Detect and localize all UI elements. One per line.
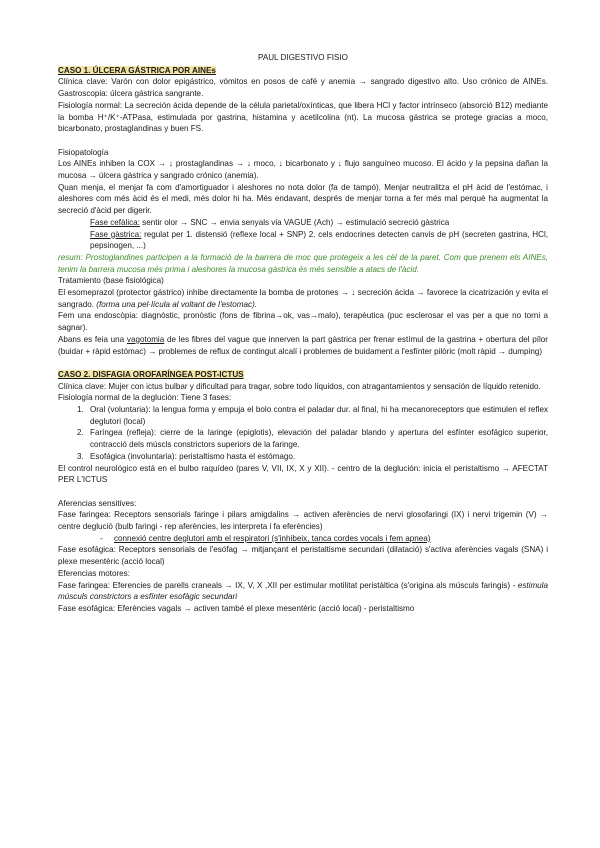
conexio-text: connexió centre deglutori amb el respiratori (s'inhibeix, tanca cordes vocals i fem apnea) — [114, 533, 431, 543]
case1-tratamiento-heading: Tratamiento (base fisiológica) — [58, 276, 164, 286]
tratamiento-1-text: El esomeprazol (protector gástrico) inhibe directamente la bomba de protones → ↓ secreción ácida → favorece la cicatrización y evita el sangrado. — [58, 288, 548, 309]
case1-fisiopatologia-heading: Fisiopatología — [58, 147, 109, 157]
case1-title: CASO 1. ÚLCERA GÁSTRICA POR AINEs — [58, 65, 216, 75]
case1-tratamiento-3 — [58, 334, 548, 357]
eferencias-faringea-note: - estimula músculs constrictors a esfínter esofàgic secundari — [58, 580, 548, 602]
case1-fase-gastrica — [58, 229, 548, 252]
fase-gastrica-text: regulat per 1. distensió (reflexe local + SNP) 2. cels endocrines detecten canvis de pH (secreten gastrina, HCl, pepsinogen, ...) — [90, 229, 548, 251]
dash-bullet: - — [100, 533, 103, 543]
case2-eferencias-faringea — [58, 580, 548, 603]
eferencias-faringea-text: Fase faringea: Eferencies de parells craneals → IX, V, X ,XII per estimular motilitat peristàltica (s'origina als músculs faringis) — [58, 580, 511, 590]
list-item: 1. Oral (voluntaria): la lengua forma y empuja el bolo contra el paladar dur. al final, hi ha mecanoreceptors que estimulen el reflex deglutori (local) — [86, 404, 548, 427]
fase-cefalica-label: Fase cefàlica: — [90, 217, 140, 227]
case2-fases-list — [58, 404, 548, 463]
tratamiento-3-pre: Abans es feia una — [58, 334, 127, 344]
case1-tratamiento-1 — [58, 287, 548, 310]
case2-clinica: Clínica clave: Mujer con ictus bulbar y dificultad para tragar, sobre todo líquidos, con atragantamientos y sensación de líquido retenido. — [58, 381, 541, 391]
fase-cefalica-text: sentir olor → SNC → envia senyals via VAGUE (Ach) → estimulació secreció gàstrica — [139, 217, 450, 227]
list-item: 2. Faríngea (refleja): cierre de la laringe (epiglotis), elevación del paladar blando y apertura del esfínter esofágico superior, contracció dels múscls constrictors superiors de la faringe. — [86, 427, 548, 450]
list-item: 3. Esofágica (involuntaria): peristaltismo hasta el estómago. — [86, 451, 548, 463]
case1-tratamiento-2: Fem una endoscòpia: diagnòstic, pronòstic (fons de fibrina→ok, vas→malo), terapèutica (puc esclerosar el vas per a que no torni a sagnar). — [58, 311, 548, 333]
case2-aferencias-esofagica: Fase esofágica: Receptors sensorials de l'esófag → mitjançant el peristaltisme secundari (dilatació) s'activa aferències vagals (SNA) i plexe mesentèric (acció local) — [58, 545, 548, 567]
document-title: PAUL DIGESTIVO FISIO — [258, 53, 348, 62]
tratamiento-1-note: (forma una pel·lícula al voltant de l'estomac). — [94, 299, 258, 309]
case2-fisiologia-heading: Fisiología normal de la deglución: Tiene 3 fases: — [58, 393, 232, 403]
case2-title: CASO 2. DISFAGIA OROFARÍNGEA POST-ICTUS — [58, 369, 244, 379]
case1-resum: resum: Prostoglandines participen a la formació de la barrera de moc que protegeix a les cèl de la paret. Com que prenem els AINEs, tenim la barrera mucosa més prima i aleshores la mucosa gàstrica és més sensible a atacs de l'àcid. — [58, 252, 548, 274]
case2-aferencias-heading: Aferencias sensitives: — [58, 498, 137, 508]
case2-control: El control neurológico está en el bulbo raquídeo (pares V, VII, IX, X y XII). - centro de la deglución: inicia el peristaltismo → AFECTAT PER L'ICTUS — [58, 463, 548, 485]
case1-fisiologia: Fisiología normal: La secreción ácida depende de la célula parietal/oxínticas, que libera HCl y factor intrínseco (absorció B12) mediante la bomba H⁺/K⁺-ATPasa, estimulada por gastrina, histamina y acetilcolina (nt). La mucosa gástrica se protege gracias a moco, bicarbonato, prostaglandinas y buen FS. — [58, 100, 548, 134]
document-page — [58, 52, 548, 615]
case2-eferencias-heading: Eferencias motores: — [58, 568, 130, 578]
tratamiento-3-post: de les fibres del vague que innerven la part gàstrica per frenar estímul de la gastrina + obertura del pílor (buidar + ràpid estómac) → problemes de reflux de contingut alcalí i problemes de buidament a l'esfínter pilòric (molt ràpid → dumping) — [58, 334, 548, 356]
case1-fisiopatologia-2: Quan menja, el menjar fa com d'amortiguador i aleshores no nota dolor (fa de tampó). Menjar neutralitza el pH àcid de l'estómac, i aleshores com més àcid és el medi, més dolor hi ha. Més endavant, després de menjar torna a fer més mal perquè ha augmentat la secreció d'àcid per digerir. — [58, 182, 548, 216]
tratamiento-3-vagotomia: vagotomia — [126, 334, 165, 344]
case2-aferencias-conexio — [58, 533, 548, 545]
case2-eferencias-esofagica: Fase esofágica: Eferències vagals → activen també el plexe mesentèric (acció local) - peristaltismo — [58, 604, 415, 613]
case2-aferencias-faringea: Fase faringea: Receptors sensorials faringe i pilars amigdalins → activen aferències de nervi glosofaringi (IX) i nervi trigemin (V) → centre deglució (bulb faringi - rep aferències, les interpreta i fa eferències) — [58, 510, 548, 532]
case1-fisiopatologia-1: Los AINEs inhiben la COX → ↓ prostaglandinas → ↓ moco, ↓ bicarbonato y ↓ flujo sanguíneo mucoso. El ácido y la pepsina dañan la mucosa → úlcera gástrica y sangrado crónico (anemia). — [58, 159, 548, 181]
case1-clinica: Clínica clave: Varón con dolor epigástrico, vómitos en posos de café y anemia → sangrado digestivo alto. Uso crónico de AINEs. Gastroscopia: úlcera gástrica sangrante. — [58, 77, 548, 99]
case1-fase-cefalica — [58, 217, 548, 229]
fase-gastrica-label: Fase gàstrica: — [90, 229, 142, 239]
